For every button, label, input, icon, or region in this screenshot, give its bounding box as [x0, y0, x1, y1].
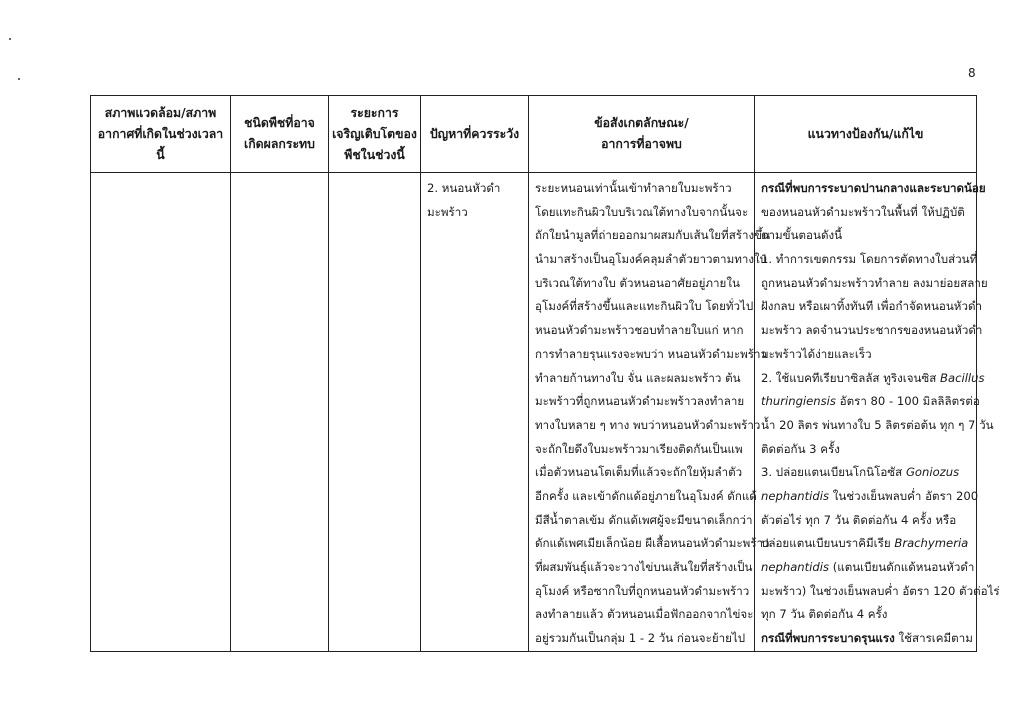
prevention-line — [761, 556, 975, 580]
header-line: สภาพแวดล้อม/สภาพ — [104, 105, 217, 120]
prevention-text: มะพร้าว) ในช่วงเย็นพลบค่ำ อัตรา 120 ตัวต่อไร่ — [761, 583, 1000, 598]
symptom-line: อีกครั้ง และเข้าดักแด้อยู่ภายในอุโมงค์ ดักแด้ — [535, 488, 757, 503]
prevention-text: ติดต่อกัน 3 ครั้ง — [761, 441, 840, 456]
header-line: ข้อสังเกตลักษณะ/ — [594, 116, 689, 130]
symptom-line: ถักใยนำมูลที่ถ่ายออกมาผสมกับเส้นใยที่สร้างขึ้น — [535, 228, 771, 243]
prevention-text: มะพร้าว ลดจำนวนประชากรของหนอนหัวดำ — [761, 323, 983, 338]
symptom-line: หนอนหัวดำมะพร้าวชอบทำลายใบแก่ หาก — [535, 323, 744, 338]
header-environment — [91, 96, 231, 173]
prevention-text: (แตนเบียนดักแด้หนอนหัวดำ — [829, 560, 975, 574]
pest-guidance-table — [90, 95, 1000, 652]
prevention-line — [761, 580, 1000, 604]
symptom-line: มะพร้าวที่ถูกหนอนหัวดำมะพร้าวลงทำลาย — [535, 394, 745, 409]
cell-crop — [231, 173, 329, 652]
header-line: ชนิดพืชที่อาจ — [244, 116, 315, 130]
symptom-line: มีสีน้ำตาลเข้ม ดักแด้เพศผู้จะมีขนาดเล็กกว่า — [535, 512, 753, 527]
cell-environment — [91, 173, 231, 652]
header-line: ปัญหาที่ควรระวัง — [429, 126, 520, 141]
prevention-text: ตัวต่อไร่ ทุก 7 วัน ติดต่อกัน 4 ครั้ง หรือ — [761, 512, 957, 527]
symptom-line: โดยแทะกินผิวใบบริเวณใต้ทางใบจากนั้นจะ — [535, 204, 749, 219]
prevention-text: ตามขั้นตอนดังนี้ — [761, 228, 843, 243]
prevention-text: อัตรา 80 - 100 มิลลิลิตรต่อ — [835, 394, 980, 409]
symptom-line: ลงทำลายแล้ว ตัวหนอนเมื่อฟักออกจากไข่จะ — [535, 607, 754, 622]
symptom-line: อุโมงค์ที่สร้างขึ้นและแทะกินผิวใบ โดยทั่วไป — [535, 299, 754, 314]
symptom-line: ทำลายก้านทางใบ จั่น และผลมะพร้าว ต้น — [535, 370, 741, 385]
table-header-row — [91, 96, 977, 173]
header-line: แนวทางป้องกัน/แก้ไข — [807, 126, 924, 141]
prevention-text: 3. ปล่อยแตนเบียนโกนิโอซัส — [761, 465, 906, 480]
prevention-text: ฝังกลบ หรือเผาทิ้งทันที เพื่อกำจัดหนอนหัวดำ — [761, 299, 982, 314]
prevention-line — [761, 248, 978, 272]
prevention-line — [761, 201, 970, 225]
prevention-line — [761, 319, 983, 343]
scientific-name: thuringiensis — [761, 394, 836, 409]
header-line: เกิดผลกระทบ — [244, 137, 315, 151]
prevention-text: ถูกหนอนหัวดำมะพร้าวทำลาย ลงมาย่อยสลาย — [761, 275, 988, 290]
problem-line: มะพร้าว — [427, 204, 468, 219]
header-line: อากาศที่เกิดในช่วงเวลานี้ — [97, 126, 224, 162]
prevention-text: ทุก 7 วัน ติดต่อกัน 4 ครั้ง — [761, 607, 888, 622]
prevention-line — [761, 367, 985, 391]
symptom-line: ระยะหนอนเท่านั้นเข้าทำลายใบมะพร้าว — [535, 181, 732, 195]
prevention-line — [761, 461, 970, 485]
prevention-text: 2. ใช้แบคทีเรียบาซิลลัส ทูริงเจนซิส — [761, 370, 941, 385]
symptom-line: อุโมงค์ หรือซากใบที่ถูกหนอนหัวดำมะพร้าว — [535, 583, 750, 598]
scan-speck — [9, 38, 11, 40]
symptom-line: อยู่รวมกันเป็นกลุ่ม 1 - 2 วัน ก่อนจะย้ายไป — [535, 631, 746, 646]
prevention-line — [761, 295, 982, 319]
symptom-line: ดักแด้เพศเมียเล็กน้อย ผีเสื้อหนอนหัวดำมะพร้าว — [535, 536, 770, 551]
symptom-line: จะถักใยดึงใบมะพร้าวมาเรียงติดกันเป็นแพ — [535, 441, 743, 456]
header-line: อาการที่อาจพบ — [601, 137, 682, 151]
table-row — [91, 173, 977, 652]
prevention-text: ของหนอนหัวดำมะพร้าวในพื้นที่ ให้ปฏิบัติ — [761, 204, 965, 219]
scientific-name: Brachymeria — [894, 536, 969, 551]
page-number: 8 — [968, 66, 976, 80]
prevention-text: 1. ทำการเขตกรรม โดยการตัดทางใบส่วนที่ — [761, 252, 978, 267]
prevention-line — [761, 414, 994, 438]
header-line: พืชในช่วงนี้ — [344, 147, 405, 162]
cell-problem — [421, 173, 529, 652]
prevention-text: กรณีที่พบการระบาดรุนแรง — [761, 631, 895, 646]
prevention-line — [761, 177, 986, 201]
prevention-line — [761, 272, 988, 296]
prevention-line — [761, 224, 970, 248]
scientific-name: Bacillus — [940, 370, 985, 385]
problem-line: 2. หนอนหัวดำ — [427, 181, 501, 195]
prevention-text: ในช่วงเย็นพลบค่ำ อัตรา 200 — [829, 488, 979, 503]
header-symptoms — [529, 96, 755, 173]
cell-symptoms — [529, 173, 771, 652]
prevention-text: ปล่อยแตนเบียนบราคิมีเรีย — [761, 536, 895, 551]
prevention-line — [761, 485, 979, 509]
header-problem — [421, 96, 529, 173]
prevention-line — [761, 627, 973, 651]
header-crop — [231, 96, 329, 173]
prevention-text: ใช้สารเคมีตาม — [894, 631, 973, 646]
scientific-name: nephantidis — [761, 488, 830, 503]
scan-speck — [18, 78, 20, 80]
scientific-name: Goniozus — [905, 465, 960, 480]
symptom-line: การทำลายรุนแรงจะพบว่า หนอนหัวดำมะพร้าว — [535, 346, 767, 361]
cell-prevention — [755, 173, 1000, 652]
prevention-line — [761, 603, 970, 627]
symptom-line: ที่ผสมพันธุ์แล้วจะวางไข่บนเส้นใยที่สร้างเป็น — [535, 560, 753, 574]
prevention-line — [761, 509, 970, 533]
header-prevention — [755, 96, 977, 173]
cell-growth-stage — [329, 173, 421, 652]
prevention-line — [761, 438, 970, 462]
prevention-line — [761, 343, 970, 367]
header-line: ระยะการ — [350, 105, 399, 120]
header-line: เจริญเติบโตของ — [332, 126, 417, 141]
symptom-line: ทางใบหลาย ๆ ทาง พบว่าหนอนหัวดำมะพร้าว — [535, 417, 761, 432]
scientific-name: nephantidis — [761, 560, 830, 574]
prevention-text: น้ำ 20 ลิตร พ่นทางใบ 5 ลิตรต่อต้น ทุก ๆ 7 วัน — [761, 417, 994, 432]
prevention-line — [761, 390, 980, 414]
prevention-line — [761, 532, 970, 556]
prevention-text: มะพร้าวได้ง่ายและเร็ว — [761, 346, 872, 361]
symptom-line: นำมาสร้างเป็นอุโมงค์คลุมลำตัวยาวตามทางใบ — [535, 252, 768, 267]
symptom-line: บริเวณใต้ทางใบ ตัวหนอนอาศัยอยู่ภายใน — [535, 275, 740, 290]
symptom-line: เมื่อตัวหนอนโตเต็มที่แล้วจะถักใยหุ้มลำตัว — [535, 465, 743, 480]
header-growth-stage — [329, 96, 421, 173]
prevention-text: กรณีที่พบการระบาดปานกลางและระบาดน้อย — [761, 181, 986, 195]
